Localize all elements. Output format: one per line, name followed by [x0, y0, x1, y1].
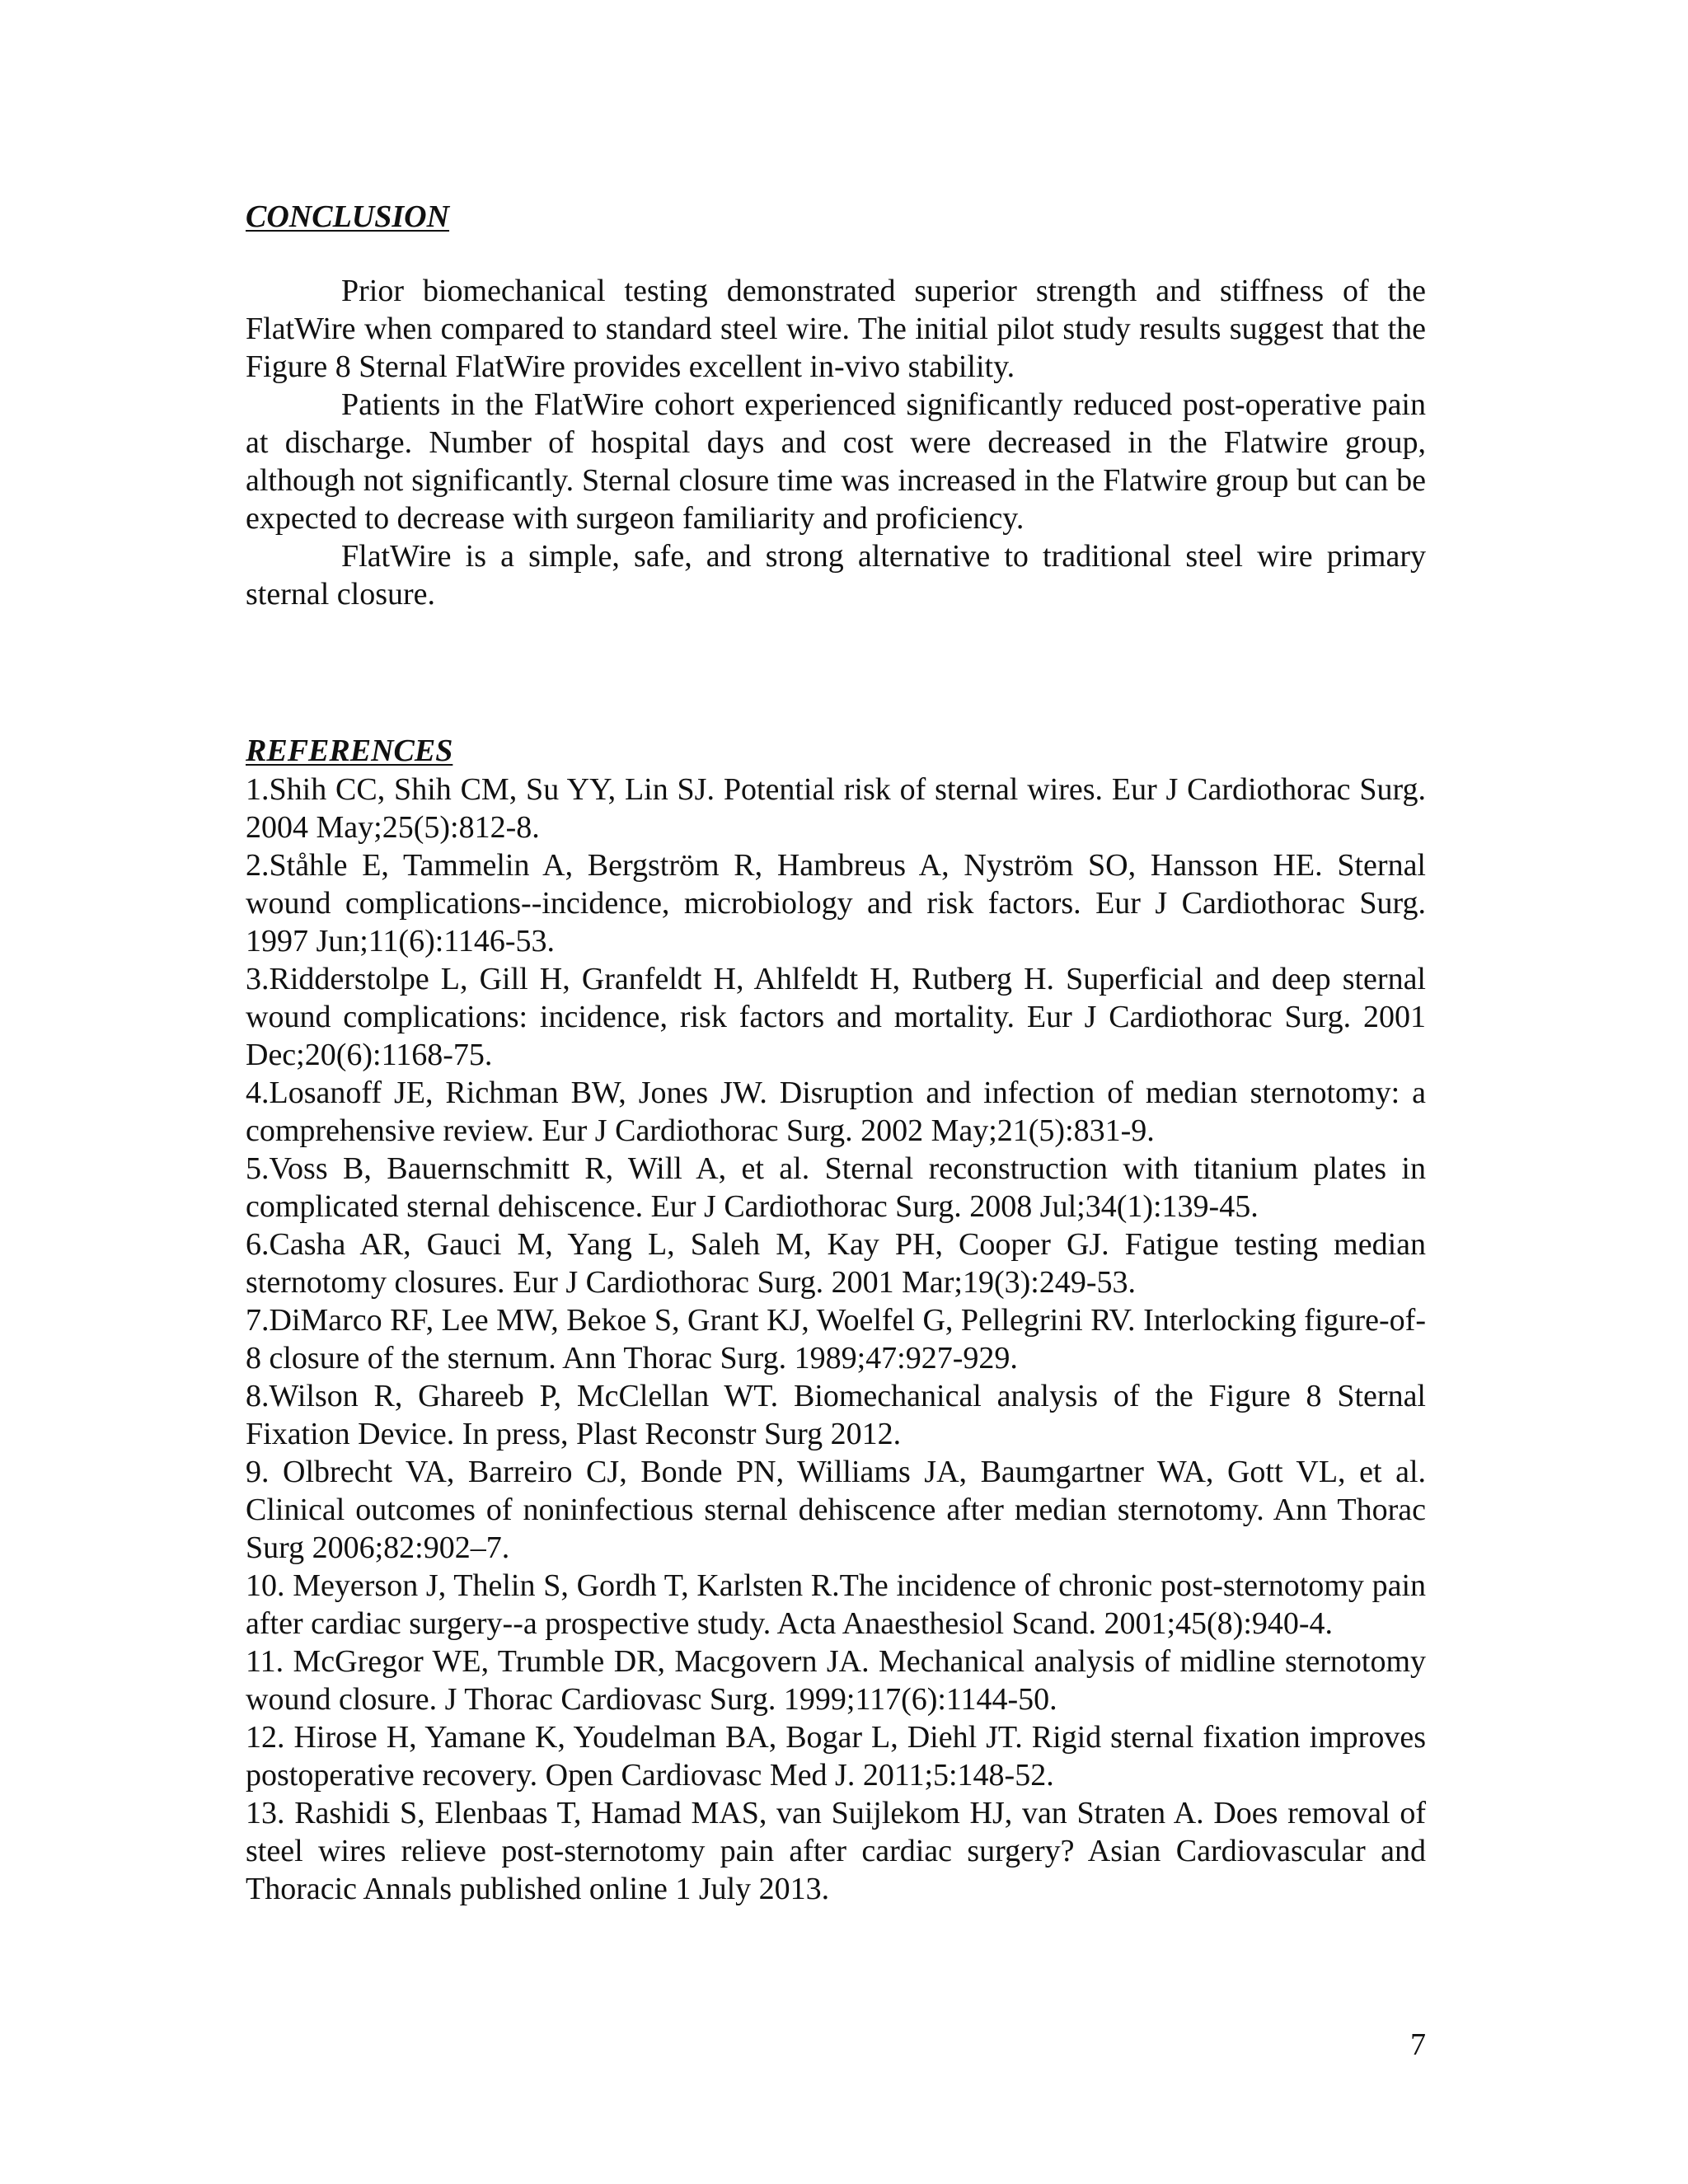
- page-number: 7: [1410, 2027, 1426, 2062]
- conclusion-paragraph: FlatWire is a simple, safe, and strong alternative to traditional steel wire primary sternal closure.: [246, 539, 1426, 612]
- reference-item: 9. Olbrecht VA, Barreiro CJ, Bonde PN, Williams JA, Baumgartner WA, Gott VL, et al. Clinical outcomes of noninfectious sternal dehiscence after median sternotomy. Ann Thorac Surg 2006;82:902–7.: [246, 1455, 1426, 1565]
- reference-item: 4.Losanoff JE, Richman BW, Jones JW. Disruption and infection of median sternotomy: a comprehensive review. Eur J Cardiothorac Surg. 2002 May;21(5):831-9.: [246, 1076, 1426, 1148]
- reference-item: 5.Voss B, Bauernschmitt R, Will A, et al. Sternal reconstruction with titanium plates in complicated sternal dehiscence. Eur J Cardiothorac Surg. 2008 Jul;34(1):139-45.: [246, 1151, 1426, 1224]
- reference-item: 8.Wilson R, Ghareeb P, McClellan WT. Biomechanical analysis of the Figure 8 Sternal Fixation Device. In press, Plast Reconstr Surg 2012.: [246, 1379, 1426, 1451]
- reference-item: 11. McGregor WE, Trumble DR, Macgovern JA. Mechanical analysis of midline sternotomy wound closure. J Thorac Cardiovasc Surg. 1999;117(6):1144-50.: [246, 1644, 1426, 1717]
- reference-item: 13. Rashidi S, Elenbaas T, Hamad MAS, van Suijlekom HJ, van Straten A. Does removal of steel wires relieve post-sternotomy pain after cardiac surgery? Asian Cardiovascular and Thoracic Annals published online 1 July 2013.: [246, 1796, 1426, 1906]
- reference-item: 3.Ridderstolpe L, Gill H, Granfeldt H, Ahlfeldt H, Rutberg H. Superficial and deep sternal wound complications: incidence, risk factors and mortality. Eur J Cardiothorac Surg. 2001 Dec;20(6):1168-75.: [246, 962, 1426, 1072]
- reference-item: 6.Casha AR, Gauci M, Yang L, Saleh M, Kay PH, Cooper GJ. Fatigue testing median sternotomy closures. Eur J Cardiothorac Surg. 2001 Mar;19(3):249-53.: [246, 1227, 1426, 1300]
- conclusion-section: [246, 272, 1426, 613]
- conclusion-paragraph: Patients in the FlatWire cohort experienced significantly reduced post-operative pain at discharge. Number of hospital days and cost were decreased in the Flatwire group, although not significantly. Sternal closure time was increased in the Flatwire group but can be expected to decrease with surgeon familiarity and proficiency.: [246, 387, 1426, 536]
- reference-item: 12. Hirose H, Yamane K, Youdelman BA, Bogar L, Diehl JT. Rigid sternal fixation improves postoperative recovery. Open Cardiovasc Med J. 2011;5:148-52.: [246, 1720, 1426, 1793]
- reference-item: 2.Ståhle E, Tammelin A, Bergström R, Hambreus A, Nyström SO, Hansson HE. Sternal wound complications--incidence, microbiology and risk factors. Eur J Cardiothorac Surg. 1997 Jun;11(6):1146-53.: [246, 848, 1426, 958]
- references-list: [246, 771, 1426, 1908]
- reference-item: 10. Meyerson J, Thelin S, Gordh T, Karlsten R.The incidence of chronic post-sternotomy pain after cardiac surgery--a prospective study. Acta Anaesthesiol Scand. 2001;45(8):940-4.: [246, 1568, 1426, 1641]
- conclusion-heading: CONCLUSION: [246, 199, 450, 234]
- reference-item: 1.Shih CC, Shih CM, Su YY, Lin SJ. Potential risk of sternal wires. Eur J Cardiothorac Surg. 2004 May;25(5):812-8.: [246, 772, 1426, 845]
- references-heading: REFERENCES: [246, 733, 453, 768]
- conclusion-paragraph: Prior biomechanical testing demonstrated superior strength and stiffness of the FlatWire when compared to standard steel wire. The initial pilot study results suggest that the Figure 8 Sternal FlatWire provides excellent in-vivo stability.: [246, 274, 1426, 384]
- reference-item: 7.DiMarco RF, Lee MW, Bekoe S, Grant KJ, Woelfel G, Pellegrini RV. Interlocking figure-of-8 closure of the sternum. Ann Thorac Surg. 1989;47:927-929.: [246, 1303, 1426, 1376]
